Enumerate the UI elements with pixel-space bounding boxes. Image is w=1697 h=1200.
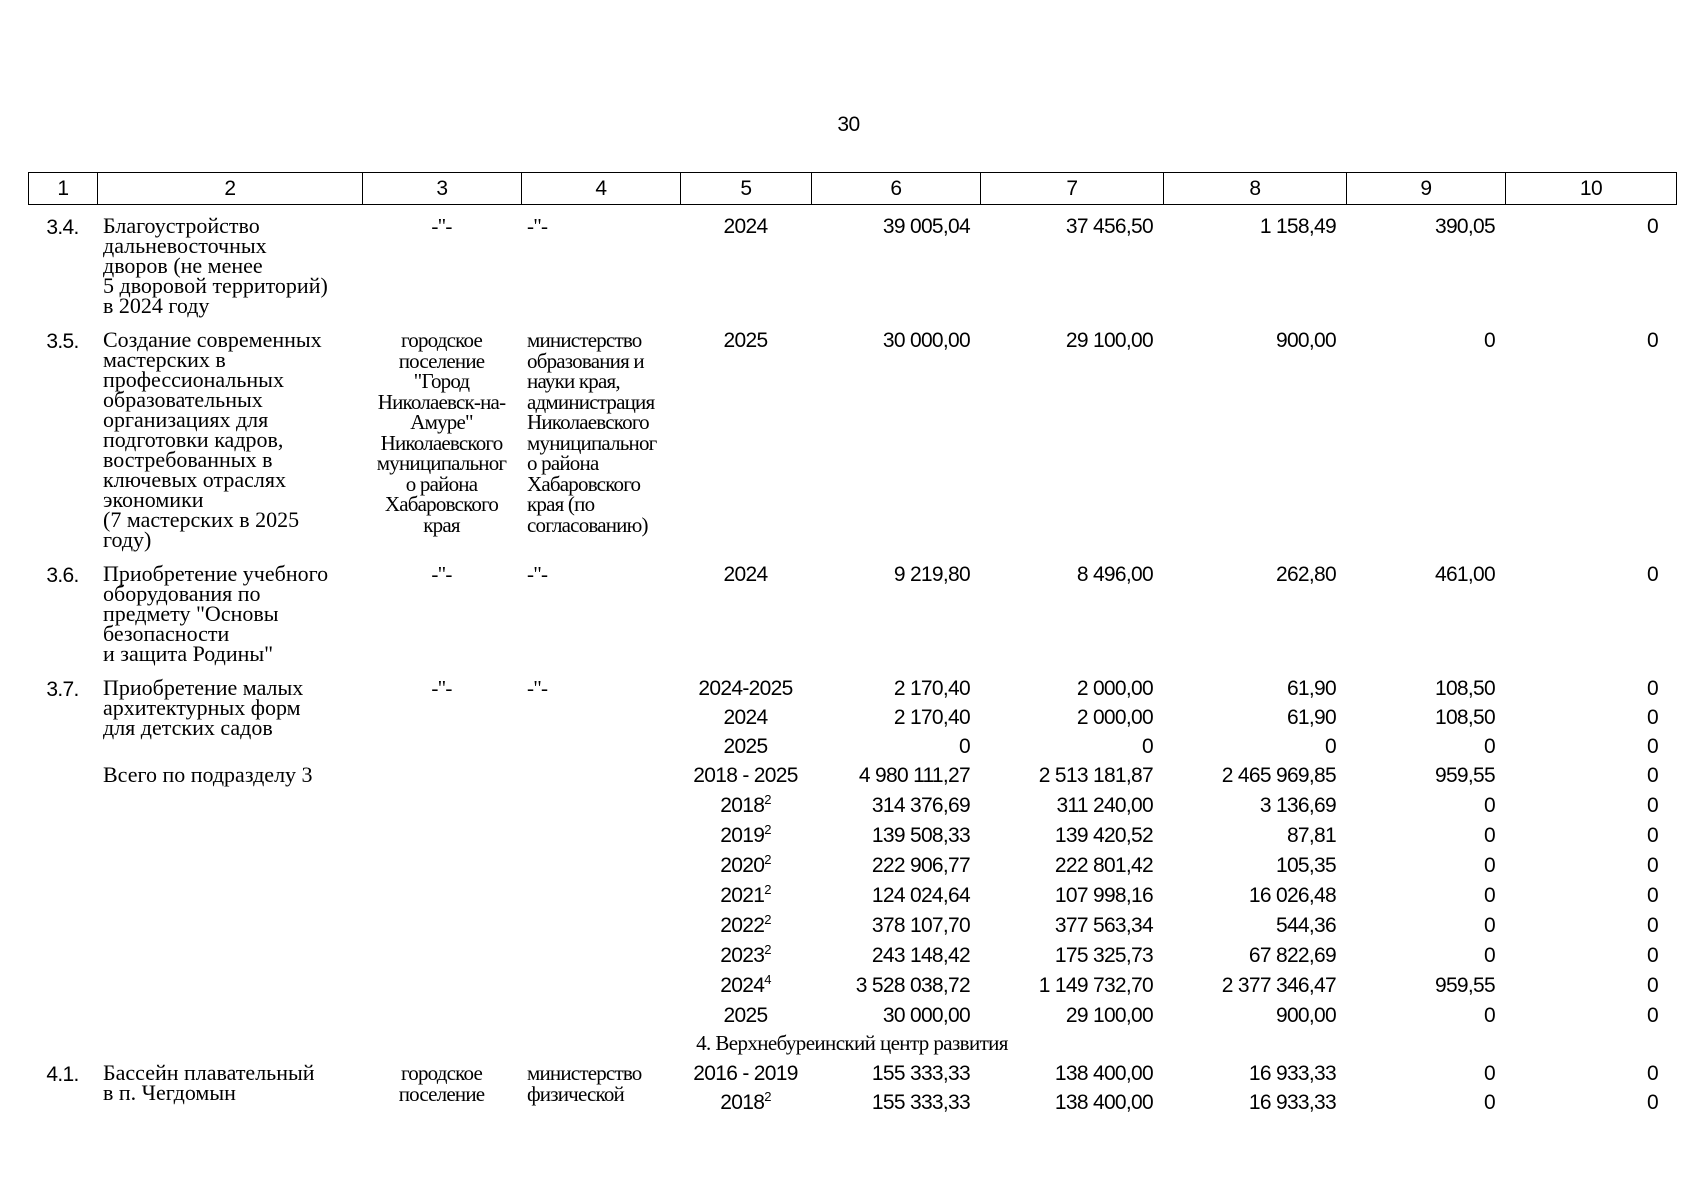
- year-text: 2018: [720, 1091, 765, 1114]
- value-v9-text: 0: [1484, 914, 1495, 937]
- value-v7: [980, 939, 1163, 969]
- row-name-text: Благоустройство дальневосточных дворов (не менее 5 дворовой территорий) в 2024 году: [103, 213, 328, 318]
- value-v7-text: 29 100,00: [1065, 329, 1153, 352]
- footnote-mark: 2: [764, 942, 771, 957]
- value-v9: [1346, 879, 1505, 909]
- value-v10: [1505, 789, 1676, 819]
- value-v6: [811, 730, 980, 759]
- year-text: 2025: [723, 329, 768, 352]
- row-name: [97, 558, 362, 672]
- value-v8: [1163, 789, 1346, 819]
- row-col4-text: -"-: [527, 676, 548, 700]
- value-v9: [1346, 701, 1505, 730]
- value-v6-text: 30 000,00: [882, 1004, 970, 1027]
- row-name-text: Приобретение учебного оборудования по предмету "Основы безопасности и защита Родины": [103, 561, 329, 666]
- value-v9-text: 0: [1484, 329, 1495, 352]
- value-v7-text: 2 000,00: [1076, 677, 1153, 700]
- total-label: [97, 759, 362, 1029]
- year-text: 2023: [720, 944, 765, 967]
- value-v6: [811, 1086, 980, 1115]
- row-col3: [362, 558, 521, 672]
- value-v10-text: 0: [1647, 824, 1658, 847]
- header-col-2: 2: [98, 173, 363, 205]
- year-cell: [680, 1057, 811, 1086]
- value-v6-text: 222 906,77: [871, 854, 970, 877]
- value-v10-text: 0: [1647, 854, 1658, 877]
- header-col-4: 4: [522, 173, 681, 205]
- value-v7-text: 29 100,00: [1065, 1004, 1153, 1027]
- value-v10: [1505, 701, 1676, 730]
- year-cell: [680, 999, 811, 1029]
- value-v6-text: 2 170,40: [893, 706, 970, 729]
- year-cell: [680, 730, 811, 759]
- row-number: [28, 1057, 97, 1115]
- year-cell: [680, 909, 811, 939]
- value-v10: [1505, 909, 1676, 939]
- row-number-text: 3.6.: [46, 564, 79, 587]
- section-title-row: [28, 1029, 1676, 1057]
- value-v7: [980, 558, 1163, 672]
- value-v8: [1163, 879, 1346, 909]
- footnote-mark: 2: [764, 1089, 771, 1104]
- value-v10: [1505, 819, 1676, 849]
- row-name-text: Бассейн плавательный в п. Чегдомын: [103, 1060, 315, 1105]
- value-v8-text: 262,80: [1275, 563, 1336, 586]
- value-v8-text: 3 136,69: [1259, 794, 1336, 817]
- header-col-3: 3: [363, 173, 522, 205]
- row-name: [97, 672, 362, 759]
- row-col3-text: -"-: [431, 676, 452, 700]
- value-v9-text: 0: [1484, 1091, 1495, 1114]
- section-title: [28, 1029, 1676, 1057]
- value-v7-text: 222 801,42: [1054, 854, 1153, 877]
- row-col3-text: городское поселение: [398, 1061, 485, 1106]
- year-cell: [680, 759, 811, 789]
- value-v6-text: 39 005,04: [882, 215, 970, 238]
- value-v6-text: 0: [959, 735, 970, 758]
- year-cell: [680, 1086, 811, 1115]
- value-v10: [1505, 879, 1676, 909]
- value-v10: [1505, 849, 1676, 879]
- value-v8: [1163, 849, 1346, 879]
- year-cell: [680, 672, 811, 701]
- year-text: 2019: [720, 824, 765, 847]
- value-v9: [1346, 849, 1505, 879]
- value-v7-text: 2 513 181,87: [1038, 764, 1153, 787]
- total-label-text: Всего по подразделу 3: [103, 762, 313, 787]
- row-col4-text: -"-: [527, 214, 548, 238]
- value-v7: [980, 969, 1163, 999]
- value-v10-text: 0: [1647, 1062, 1658, 1085]
- value-v9-text: 0: [1484, 854, 1495, 877]
- year-text: 2025: [723, 735, 768, 758]
- value-v6-text: 139 508,33: [871, 824, 970, 847]
- page-number: 30: [837, 113, 860, 136]
- value-v7-text: 138 400,00: [1054, 1091, 1153, 1114]
- year-text: 2020: [720, 854, 765, 877]
- value-v8: [1163, 819, 1346, 849]
- row-number-text: 4.1.: [46, 1063, 79, 1086]
- value-v7: [980, 324, 1163, 558]
- value-v9-text: 959,55: [1434, 764, 1495, 787]
- year-cell: [680, 819, 811, 849]
- value-v6: [811, 879, 980, 909]
- value-v8-text: 105,35: [1275, 854, 1336, 877]
- row-number-text: 3.5.: [46, 330, 79, 353]
- row-name-text: Создание современных мастерских в профессиональных образовательных организациях для подготовки кадров, востребованных в ключевых отраслях экономики (7 мастерских в 2025 году): [103, 327, 322, 552]
- footnote-mark: 2: [764, 912, 771, 927]
- value-v9-text: 108,50: [1434, 677, 1495, 700]
- value-v6-text: 2 170,40: [893, 677, 970, 700]
- value-v8: [1163, 730, 1346, 759]
- header-col-9: 9: [1347, 173, 1506, 205]
- value-v8-text: 900,00: [1275, 329, 1336, 352]
- value-v10-text: 0: [1647, 563, 1658, 586]
- program-table: [28, 210, 1676, 1115]
- value-v6-text: 155 333,33: [871, 1091, 970, 1114]
- value-v6-text: 378 107,70: [871, 914, 970, 937]
- value-v10-text: 0: [1647, 884, 1658, 907]
- value-v8-text: 67 822,69: [1248, 944, 1336, 967]
- row-name: [97, 324, 362, 558]
- row-col3-text: -"-: [431, 562, 452, 586]
- row-col4-text: министерство физической: [527, 1061, 642, 1106]
- year-cell: [680, 324, 811, 558]
- header-col-7: 7: [981, 173, 1164, 205]
- value-v6: [811, 999, 980, 1029]
- value-v6-text: 3 528 038,72: [855, 974, 970, 997]
- value-v7-text: 377 563,34: [1054, 914, 1153, 937]
- value-v6: [811, 789, 980, 819]
- year-text: 2018: [720, 794, 765, 817]
- row-number: [28, 558, 97, 672]
- value-v7-text: 311 240,00: [1056, 794, 1153, 817]
- value-v8-text: 87,81: [1286, 824, 1336, 847]
- value-v10-text: 0: [1647, 735, 1658, 758]
- row-col3-text: -"-: [431, 214, 452, 238]
- value-v6: [811, 969, 980, 999]
- value-v8-text: 544,36: [1275, 914, 1336, 937]
- value-v8: [1163, 210, 1346, 324]
- value-v8-text: 61,90: [1286, 677, 1336, 700]
- table-row: [28, 1057, 1676, 1086]
- row-col3-text: городское поселение "Город Николаевск-на- Амуре" Николаевского муниципальног о района Хабаровского края: [376, 328, 507, 537]
- value-v6: [811, 324, 980, 558]
- table-row: [28, 324, 1676, 558]
- year-cell: [680, 558, 811, 672]
- value-v9-text: 959,55: [1434, 974, 1495, 997]
- header-col-5: 5: [681, 173, 812, 205]
- value-v10-text: 0: [1647, 677, 1658, 700]
- value-v6: [811, 210, 980, 324]
- column-number-header: [28, 172, 1677, 205]
- value-v10-text: 0: [1647, 764, 1658, 787]
- value-v8-text: 900,00: [1275, 1004, 1336, 1027]
- value-v7: [980, 1086, 1163, 1115]
- value-v7: [980, 759, 1163, 789]
- value-v9-text: 0: [1484, 1062, 1495, 1085]
- value-v7: [980, 210, 1163, 324]
- value-v9-text: 0: [1484, 884, 1495, 907]
- row-col4: [521, 210, 680, 324]
- value-v10: [1505, 672, 1676, 701]
- row-col3: [362, 210, 521, 324]
- value-v9: [1346, 558, 1505, 672]
- value-v10: [1505, 1057, 1676, 1086]
- value-v6-text: 155 333,33: [871, 1062, 970, 1085]
- value-v8: [1163, 1057, 1346, 1086]
- total-row: [28, 759, 1676, 789]
- footnote-mark: 4: [764, 972, 771, 987]
- table-row: [28, 210, 1676, 324]
- row-number: [28, 324, 97, 558]
- value-v10: [1505, 999, 1676, 1029]
- row-number: [28, 672, 97, 759]
- total-spacer: [28, 759, 97, 1029]
- year-cell: [680, 879, 811, 909]
- year-cell: [680, 789, 811, 819]
- value-v10-text: 0: [1647, 944, 1658, 967]
- year-text: 2016 - 2019: [693, 1062, 798, 1085]
- value-v7: [980, 999, 1163, 1029]
- value-v7-text: 0: [1142, 735, 1153, 758]
- year-text: 2024-2025: [698, 677, 793, 700]
- value-v8: [1163, 909, 1346, 939]
- table-body: [28, 210, 1676, 1115]
- value-v6-text: 243 148,42: [871, 944, 970, 967]
- value-v6-text: 314 376,69: [871, 794, 970, 817]
- value-v6-text: 124 024,64: [871, 884, 970, 907]
- header-col-1: 1: [29, 173, 98, 205]
- year-text: 2021: [720, 884, 765, 907]
- value-v8-text: 1 158,49: [1259, 215, 1336, 238]
- year-cell: [680, 969, 811, 999]
- row-col3: [362, 672, 521, 759]
- value-v10: [1505, 210, 1676, 324]
- footnote-mark: 2: [764, 882, 771, 897]
- row-number-text: 3.7.: [46, 678, 79, 701]
- value-v8-text: 2 377 346,47: [1221, 974, 1336, 997]
- value-v9: [1346, 909, 1505, 939]
- value-v6: [811, 672, 980, 701]
- value-v9-text: 390,05: [1434, 215, 1495, 238]
- value-v7-text: 2 000,00: [1076, 706, 1153, 729]
- value-v6: [811, 701, 980, 730]
- year-text: 2024: [723, 706, 768, 729]
- footnote-mark: 2: [764, 822, 771, 837]
- value-v7-text: 1 149 732,70: [1038, 974, 1153, 997]
- value-v8-text: 16 933,33: [1248, 1062, 1336, 1085]
- value-v9-text: 0: [1484, 794, 1495, 817]
- row-number-text: 3.4.: [46, 216, 79, 239]
- value-v6: [811, 558, 980, 672]
- value-v10: [1505, 730, 1676, 759]
- value-v7-text: 8 496,00: [1076, 563, 1153, 586]
- year-text: 2024: [723, 563, 768, 586]
- value-v10: [1505, 969, 1676, 999]
- year-text: 2022: [720, 914, 765, 937]
- value-v8-text: 16 933,33: [1248, 1091, 1336, 1114]
- total-col4: [521, 759, 680, 1029]
- year-text: 2024: [720, 974, 765, 997]
- value-v7-text: 138 400,00: [1054, 1062, 1153, 1085]
- value-v10: [1505, 939, 1676, 969]
- value-v6: [811, 1057, 980, 1086]
- row-col4: [521, 558, 680, 672]
- value-v7-text: 107 998,16: [1054, 884, 1153, 907]
- value-v9: [1346, 672, 1505, 701]
- value-v9: [1346, 759, 1505, 789]
- value-v9: [1346, 324, 1505, 558]
- row-col3: [362, 1057, 521, 1115]
- table-row: [28, 672, 1676, 701]
- value-v9: [1346, 789, 1505, 819]
- value-v10-text: 0: [1647, 1091, 1658, 1114]
- value-v7: [980, 879, 1163, 909]
- value-v7: [980, 909, 1163, 939]
- value-v9-text: 461,00: [1434, 563, 1495, 586]
- value-v6: [811, 939, 980, 969]
- value-v8: [1163, 672, 1346, 701]
- value-v10: [1505, 324, 1676, 558]
- value-v6-text: 4 980 111,27: [858, 764, 970, 787]
- value-v9: [1346, 210, 1505, 324]
- value-v9: [1346, 999, 1505, 1029]
- value-v9-text: 0: [1484, 1004, 1495, 1027]
- value-v9: [1346, 730, 1505, 759]
- value-v6-text: 9 219,80: [893, 563, 970, 586]
- header-col-6: 6: [812, 173, 981, 205]
- table-row: [28, 558, 1676, 672]
- value-v8: [1163, 701, 1346, 730]
- year-cell: [680, 701, 811, 730]
- row-name-text: Приобретение малых архитектурных форм для детских садов: [103, 675, 304, 740]
- value-v6: [811, 849, 980, 879]
- value-v7: [980, 849, 1163, 879]
- year-cell: [680, 849, 811, 879]
- year-cell: [680, 210, 811, 324]
- row-col4: [521, 672, 680, 759]
- value-v9-text: 0: [1484, 944, 1495, 967]
- value-v8: [1163, 324, 1346, 558]
- value-v8: [1163, 1086, 1346, 1115]
- value-v9: [1346, 939, 1505, 969]
- row-col3: [362, 324, 521, 558]
- row-name: [97, 210, 362, 324]
- row-col4-text: министерство образования и науки края, администрация Николаевского муниципальног о района Хабаровского края (по согласованию): [527, 328, 657, 537]
- value-v9-text: 0: [1484, 824, 1495, 847]
- year-text: 2024: [723, 215, 768, 238]
- value-v9: [1346, 1086, 1505, 1115]
- value-v6: [811, 759, 980, 789]
- value-v10-text: 0: [1647, 215, 1658, 238]
- row-col4: [521, 1057, 680, 1115]
- value-v10-text: 0: [1647, 974, 1658, 997]
- value-v9-text: 108,50: [1434, 706, 1495, 729]
- value-v8: [1163, 969, 1346, 999]
- value-v9: [1346, 1057, 1505, 1086]
- value-v7: [980, 730, 1163, 759]
- value-v7-text: 175 325,73: [1054, 944, 1153, 967]
- section-title-text: 4. Верхнебуреинский центр развития: [696, 1031, 1008, 1055]
- value-v10: [1505, 558, 1676, 672]
- footnote-mark: 2: [764, 792, 771, 807]
- value-v8-text: 2 465 969,85: [1221, 764, 1336, 787]
- row-col4: [521, 324, 680, 558]
- value-v7: [980, 701, 1163, 730]
- value-v9-text: 0: [1484, 735, 1495, 758]
- value-v7-text: 37 456,50: [1065, 215, 1153, 238]
- value-v10-text: 0: [1647, 706, 1658, 729]
- year-text: 2018 - 2025: [693, 764, 798, 787]
- value-v6: [811, 909, 980, 939]
- value-v6: [811, 819, 980, 849]
- value-v8: [1163, 999, 1346, 1029]
- value-v7: [980, 819, 1163, 849]
- value-v7: [980, 789, 1163, 819]
- row-number: [28, 210, 97, 324]
- total-col3: [362, 759, 521, 1029]
- header-col-8: 8: [1164, 173, 1347, 205]
- value-v8-text: 61,90: [1286, 706, 1336, 729]
- row-col4-text: -"-: [527, 562, 548, 586]
- value-v7: [980, 672, 1163, 701]
- value-v8: [1163, 939, 1346, 969]
- value-v7-text: 139 420,52: [1054, 824, 1153, 847]
- value-v8: [1163, 759, 1346, 789]
- value-v9: [1346, 819, 1505, 849]
- value-v8-text: 0: [1325, 735, 1336, 758]
- value-v10: [1505, 759, 1676, 789]
- value-v9: [1346, 969, 1505, 999]
- value-v7: [980, 1057, 1163, 1086]
- value-v10-text: 0: [1647, 914, 1658, 937]
- value-v10-text: 0: [1647, 794, 1658, 817]
- value-v10: [1505, 1086, 1676, 1115]
- year-cell: [680, 939, 811, 969]
- value-v8: [1163, 558, 1346, 672]
- value-v10-text: 0: [1647, 329, 1658, 352]
- row-name: [97, 1057, 362, 1115]
- value-v6-text: 30 000,00: [882, 329, 970, 352]
- header-col-10: 10: [1506, 173, 1677, 205]
- value-v10-text: 0: [1647, 1004, 1658, 1027]
- value-v8-text: 16 026,48: [1248, 884, 1336, 907]
- year-text: 2025: [723, 1004, 768, 1027]
- footnote-mark: 2: [764, 852, 771, 867]
